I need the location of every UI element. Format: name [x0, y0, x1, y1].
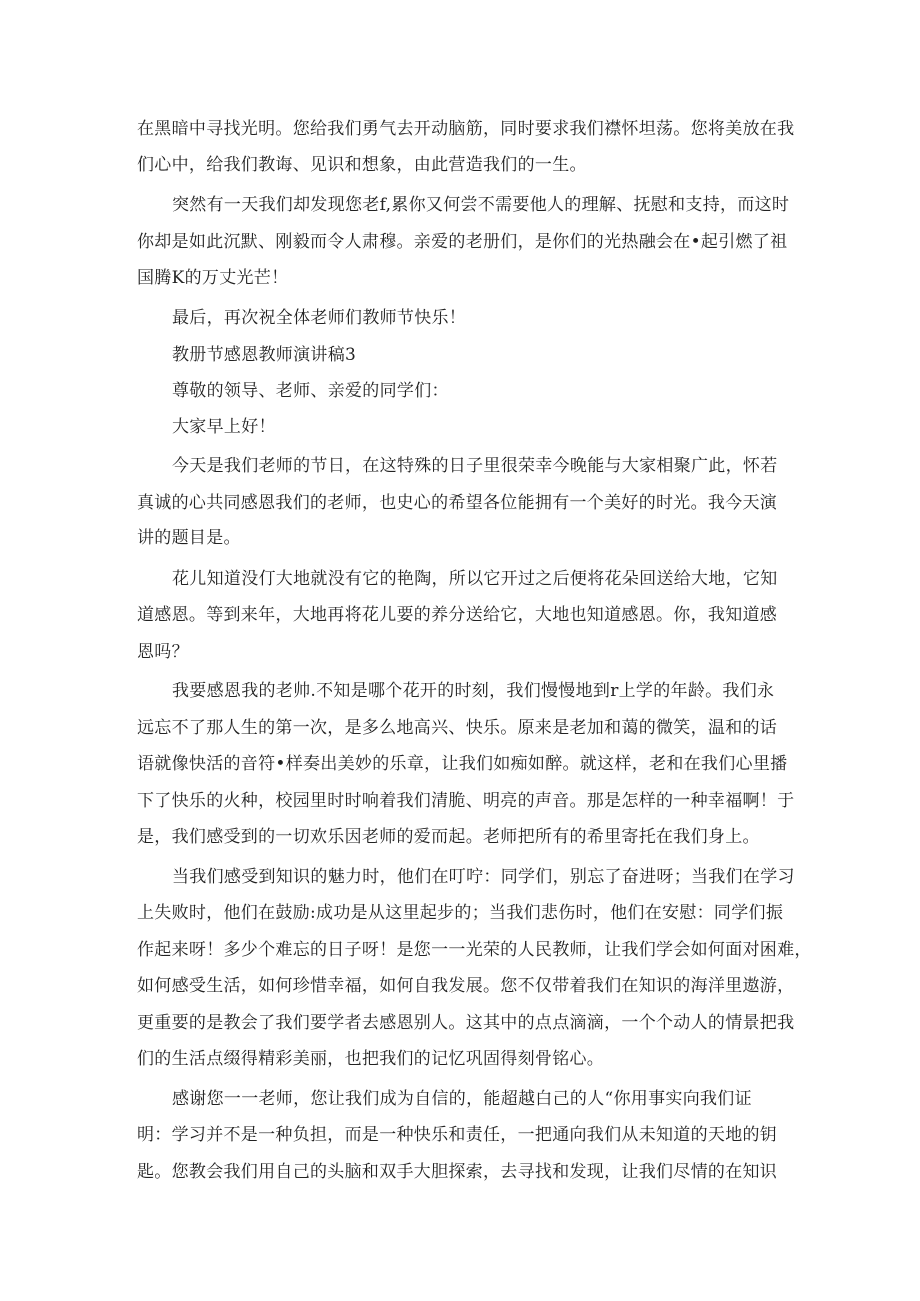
section-heading: 教册节感恩教师演讲稿3 [172, 345, 357, 365]
text-line: 突然有一天我们却发现您老f,累你又何尝不需要他人的理解、抚慰和支持，而这时 [172, 195, 790, 215]
text-line: 感谢您一一老师，您让我们成为自信的，能超越白己的人“你用事实向我们证 [172, 1089, 752, 1109]
text-line: 真诚的心共同感恩我们的老师，也史心的希望各位能拥有一个美好的时光。我今天演 [137, 493, 778, 513]
text-line: 道感恩。等到来年，大地再将花儿要的养分送给它，大地也知道感恩。你，我知道感 [137, 605, 778, 625]
text-line: 明：学习并不是一种负担，而是一种快乐和责任，一把通向我们从未知道的天地的钥 [137, 1125, 778, 1145]
text-line: 尊敬的领导、老师、亲爱的同学们： [172, 381, 449, 401]
text-line: 你却是如此沉默、刚毅而令人肃穆。亲爱的老册们，是你们的光热融会在•起引燃了祖 [137, 232, 788, 252]
text-line: 们的生活点缀得精彩美丽，也把我们的记忆巩固得刻骨铭心。 [137, 1049, 605, 1069]
text-line: 更重要的是教会了我们要学者去感恩别人。这其中的点点滴滴，一个个动人的情景把我 [137, 1013, 795, 1033]
text-line: 当我们感受到知识的魅力时，他们在叮咛：同学们，别忘了奋进呀；当我们在学习 [172, 867, 795, 887]
text-line: 如何感受生活，如何珍惜幸福，如何自我发展。您不仅带着我们在知识的海洋里遨游， [137, 976, 795, 996]
text-line: 是，我们感受到的一切欢乐因老师的爱而起。老师把所有的希里寄托在我们身上。 [137, 827, 760, 847]
text-line: 下了快乐的火种，校园里时时响着我们清脆、明亮的声音。那是怎样的一种幸福啊！于 [137, 791, 795, 811]
text-line: 远忘不了那人生的第一次，是多么地高兴、快乐。原来是老加和蔼的微笑，温和的话 [137, 718, 778, 738]
text-line: 最后，再次祝全体老师们教师节快乐！ [172, 308, 467, 328]
text-line: 在黑暗中寻找光明。您给我们勇气去开动脑筋，同时要求我们襟怀坦荡。您将美放在我 [137, 119, 795, 139]
text-line: 作起来呀！多少个难忘的日子呀！是您一一光荣的人民教师，让我们学会如何面对困难， [137, 940, 812, 960]
text-line: 上失败时，他们在鼓励:成功是从这里起步的；当我们悲伤时，他们在安慰：同学们振 [137, 903, 784, 923]
text-line: 花儿知道没仃大地就没有它的艳陶，所以它开过之后便将花朵回送给大地，它知 [172, 569, 778, 589]
text-line: 大家早上好！ [172, 417, 276, 437]
text-line: 恩吗？ [137, 642, 189, 662]
text-line: 国腾K的万丈光芒！ [137, 268, 289, 288]
text-line: 讲的题目是。 [137, 528, 241, 548]
text-line: 们心中，给我们教诲、见识和想象，由此营造我们的一生。 [137, 155, 587, 175]
text-line: 今天是我们老师的节日，在这特殊的日子里很荣幸今晚能与大家相聚广此，怀若 [172, 456, 778, 476]
text-line: 我要感恩我的老帅.不知是哪个花开的时刻，我们慢慢地到r上学的年龄。我们永 [172, 681, 775, 701]
text-line: 语就像快活的音符•样奏出美妙的乐章，让我们如痴如醉。就这样，老和在我们心里播 [137, 754, 788, 774]
text-line: 匙。您教会我们用自己的头脑和双手大胆探索，去寻找和发现，让我们尽情的在知识 [137, 1162, 778, 1182]
